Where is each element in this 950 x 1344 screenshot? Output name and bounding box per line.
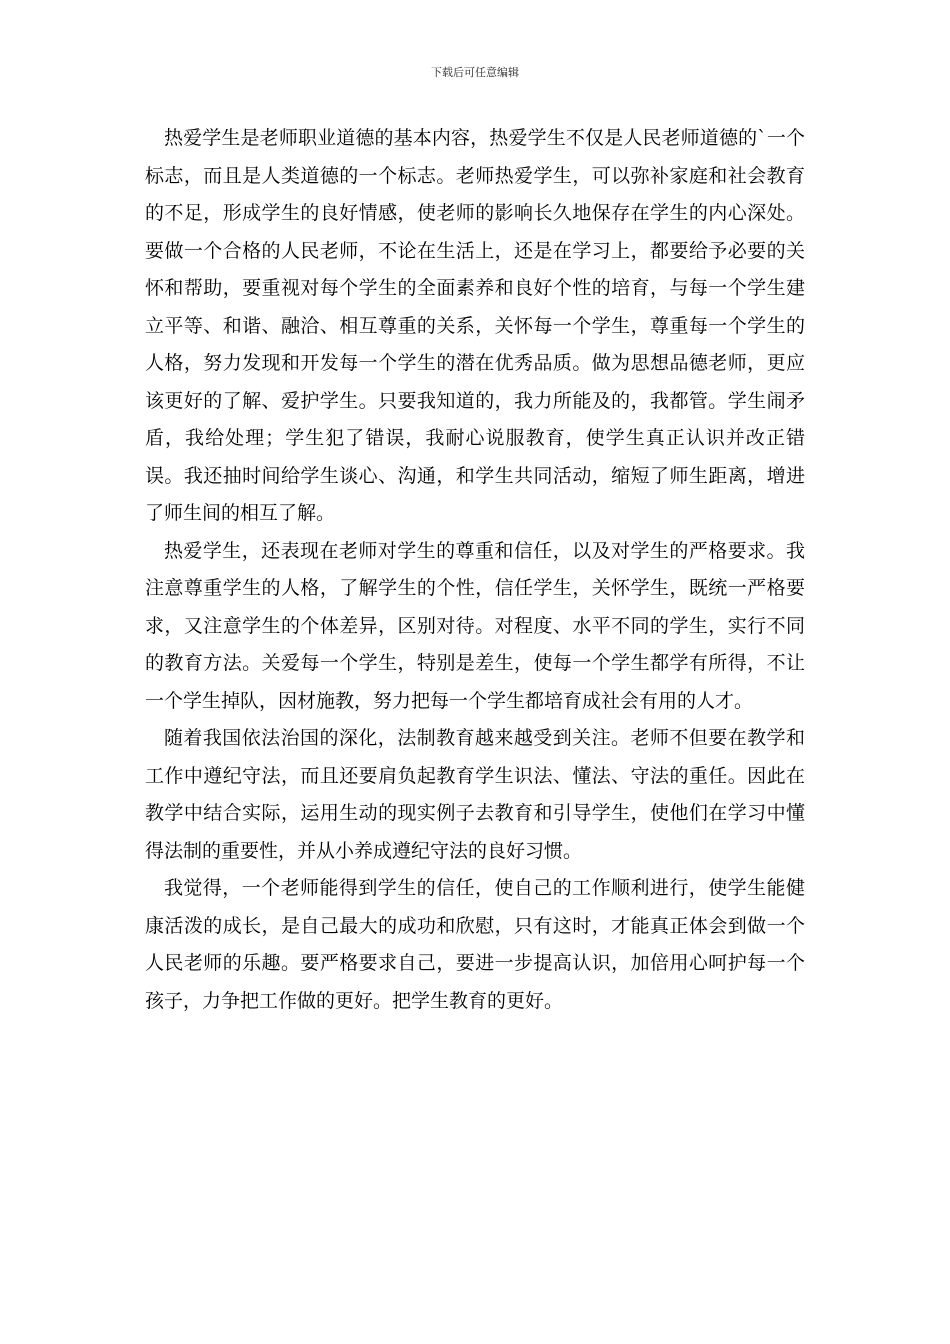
page-header: 下载后可任意编辑 [431,66,519,79]
paragraph-1: 热爱学生是老师职业道德的基本内容，热爱学生不仅是人民老师道德的`一个标志，而且是人类道德的一个标志。老师热爱学生，可以弥补家庭和社会教育的不足，形成学生的良好情感，使老师的影响长久地保存在学生的内心深处。要做一个合格的人民老师，不论在生活上，还是在学习上，都要给予必要的关怀和帮助，要重视对每个学生的全面素养和良好个性的培育，与每一个学生建立平等、和谐、融洽、相互尊重的关系，关怀每一个学生，尊重每一个学生的人格，努力发现和开发每一个学生的潜在优秀品质。做为思想品德老师，更应该更好的了解、爱护学生。只要我知道的，我力所能及的，我都管。学生闹矛盾，我给处理；学生犯了错误，我耐心说服教育，使学生真正认识并改正错误。我还抽时间给学生谈心、沟通，和学生共同活动，缩短了师生距离，增进了师生间的相互了解。 [145,127,805,524]
document-body [145,120,805,1020]
paragraph-4: 我觉得，一个老师能得到学生的信任，使自己的工作顺利进行，使学生能健康活泼的成长，是自己最大的成功和欣慰，只有这时，才能真正体会到做一个人民老师的乐趣。要严格要求自己，要进一步提高认识，加倍用心呵护每一个孩子，力争把工作做的更好。把学生教育的更好。 [145,877,805,1012]
paragraph-3: 随着我国依法治国的深化，法制教育越来越受到关注。老师不但要在教学和工作中遵纪守法，而且还要肩负起教育学生识法、懂法、守法的重任。因此在教学中结合实际，运用生动的现实例子去教育和引导学生，使他们在学习中懂得法制的重要性，并从小养成遵纪守法的良好习惯。 [145,727,805,862]
paragraph-2: 热爱学生，还表现在老师对学生的尊重和信任，以及对学生的严格要求。我注意尊重学生的人格，了解学生的个性，信任学生，关怀学生，既统一严格要求，又注意学生的个体差异，区别对待。对程度、水平不同的学生，实行不同的教育方法。关爱每一个学生，特别是差生，使每一个学生都学有所得，不让一个学生掉队，因材施教，努力把每一个学生都培育成社会有用的人才。 [145,539,805,712]
